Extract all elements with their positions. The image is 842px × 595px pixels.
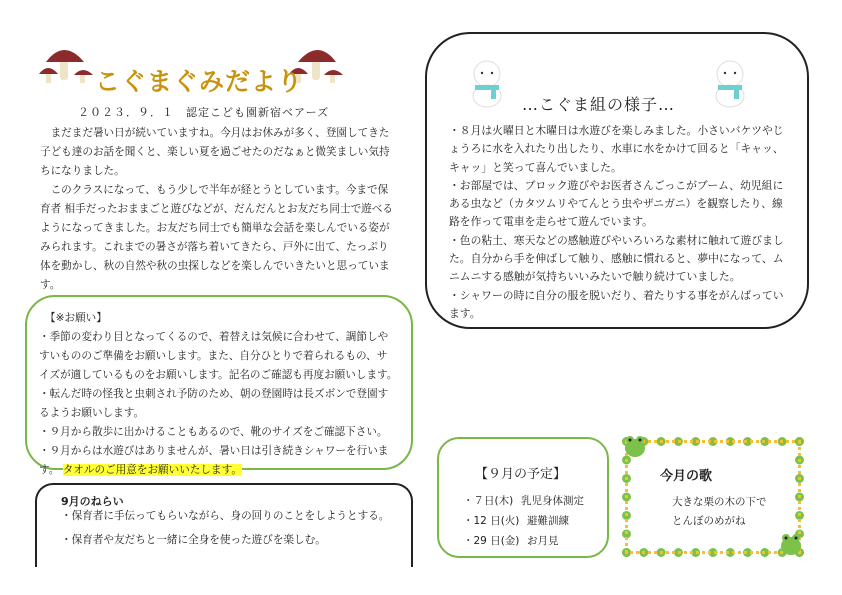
polar-bear-icon (710, 58, 750, 108)
song-name: とんぼのめがね (672, 515, 746, 527)
text-line: す。 (40, 279, 61, 291)
frog-icon (622, 433, 648, 459)
text-line: ようになってきました。お友だち同士でも簡単な会話を楽しんでいる姿が (40, 222, 390, 234)
text-line: イズが適しているものをお願いします。記名のご確認も再度お願いします。 (39, 369, 398, 381)
text-line: ある虫など（カタツムリやてんとう虫やザニガニ）を観察したり、線 (449, 197, 783, 211)
text-line: ちになりました。 (40, 165, 125, 177)
text-line: このクラスになって、もう少しで半年が経とうとしています。今まで保 (40, 184, 389, 196)
text-line: ・９月からは水遊びはありませんが、暑い日は引き続きシャワーを行いま (39, 445, 389, 457)
song-title: 今月の歌 (660, 469, 713, 484)
newsletter-title: こぐまぐみだより (95, 67, 304, 96)
polar-bear-icon (467, 58, 507, 108)
text-line: すいもののご準備をお願いします。また、自分ひとりで着られるもの、サ (39, 350, 388, 362)
text-line: るようお願いします。 (39, 407, 145, 419)
schedule-box (437, 437, 609, 558)
text-line: ・８月は火曜日と木曜日は水遊びを楽しみました。小さいバケツやじ (449, 124, 784, 137)
text-line: ・お部屋では、ブロック遊びやお医者さんごっこがブーム、幼児組に (449, 178, 784, 192)
text-line: ・季節の変わり目となってくるので、着替えは気候に合わせて、調節しや (39, 331, 389, 343)
text-line: 路を作って電車を走らせて遊んでいます。 (449, 215, 653, 229)
text-line: ・転んだ時の怪我と虫刺され予防のため、朝の登園時は長ズボンで登園す (39, 388, 389, 400)
highlighted-request: タオルのご用意をお願いいたします。 (62, 464, 242, 476)
text-line (39, 461, 401, 480)
schedule-title: 【９月の予定】 (475, 467, 567, 482)
schedule-date: ・29 日(金) (463, 535, 520, 547)
text-line: ・色の粘土、寒天などの感触遊びやいろいろな素材に触れて遊びまし (449, 233, 784, 247)
class-report-box (425, 32, 809, 329)
schedule-item (463, 511, 584, 531)
text-line: ・シャワーの時に自分の服を脱いだり、着たりする事をがんばってい (449, 288, 784, 302)
class-report-body (449, 122, 784, 323)
date-line: ２０２３．９．１ 認定こども園新宿ベアーズ (78, 106, 330, 119)
mushroom-icon-left (38, 44, 96, 84)
text-line: 子ども達のお話を聞くと、楽しい夏を過ごせたのだなぁと微笑ましい気持 (40, 146, 390, 158)
aim-item: ・保育者や友だちと一緒に全身を使った遊びを楽しむ。 (61, 534, 326, 546)
text-fragment: す。 (39, 464, 60, 476)
text-line: た。自分から手を伸ばして触り、感触に慣れると、夢中になって、ム (449, 252, 784, 266)
text-line: まだまだ暑い日が続いていますね。今月はお休みが多く、登園してきた (40, 127, 390, 139)
text-line: ます。 (449, 306, 481, 320)
schedule-event: お月見 (527, 535, 559, 547)
aims-box (35, 483, 413, 567)
requests-box (25, 295, 413, 476)
text-line: 育者 相手だったおままごと遊びなどが、だんだんとお友だち同士で遊べる (40, 203, 393, 215)
schedule-date: ・７日(木) (463, 495, 514, 507)
text-line: キャッ」と笑って喜んでいました。 (449, 160, 622, 174)
schedule-item (463, 531, 584, 551)
text-line: ニムニする感触が気持ちいいみたいで触り続けていました。 (449, 270, 741, 284)
aims-heading: 9月のねらい (61, 495, 124, 508)
intro-paragraph (40, 124, 393, 295)
text-line: 体を動かし、秋の自然や秋の虫探しなどを楽しんでいきたいと思っていま (40, 260, 390, 272)
requests-heading: 【※お願い】 (45, 312, 107, 324)
schedule-item (463, 491, 584, 511)
text-line: ・９月から散歩に出かけることもあるので、靴のサイズをご確認下さい。 (39, 426, 388, 438)
song-box (618, 433, 808, 561)
aim-item: ・保育者に手伝ってもらいながら、身の回りのことをしようとする。 (61, 510, 390, 522)
text-line: みられます。これまでの暑さが落ち着いてきたら、戸外に出て、たっぷり (40, 241, 389, 253)
frog-icon (778, 531, 804, 557)
song-name: 大きな栗の木の下で (672, 496, 767, 508)
schedule-event: 乳児身体測定 (521, 495, 584, 507)
schedule-date: ・12 日(火) (463, 515, 520, 527)
schedule-event: 避難訓練 (527, 515, 569, 527)
text-line: ょうろに水を入れたり出したり、水車に水をかけて回ると「キャッ、 (449, 142, 784, 156)
class-report-title: …こぐま組の様子… (522, 95, 676, 114)
